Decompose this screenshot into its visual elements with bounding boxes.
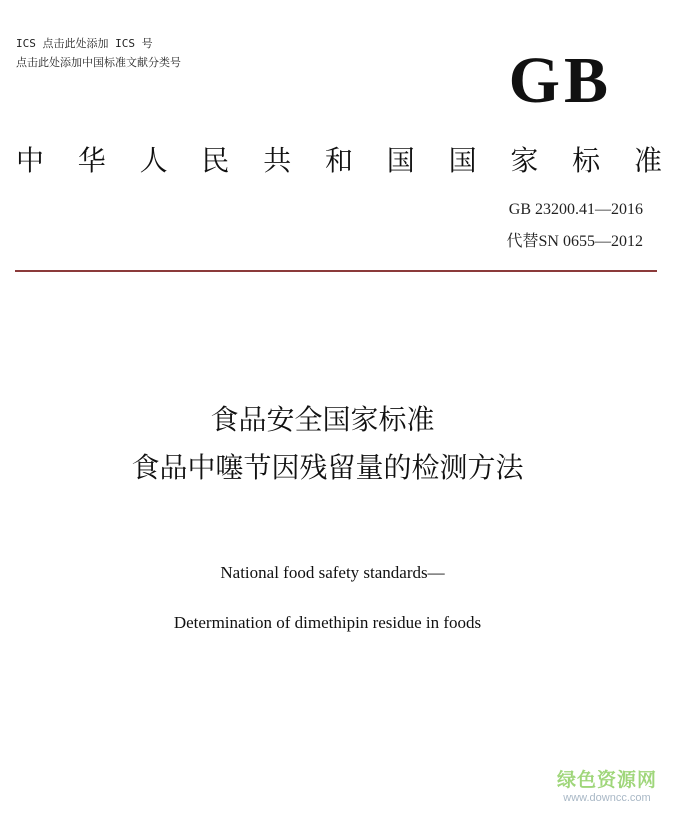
ics-number-placeholder: ICS 点击此处添加 ICS 号	[16, 37, 153, 50]
national-standard-title	[16, 144, 662, 178]
watermark-url: www.downcc.com	[563, 792, 651, 804]
national-title-char: 民	[201, 144, 230, 177]
national-title-char: 标	[572, 144, 601, 177]
standard-number: GB 23200.41—2016	[508, 201, 643, 218]
national-title-char: 华	[77, 144, 106, 177]
replaced-standard-number: 代替SN 0655—2012	[506, 233, 643, 250]
document-title-zh-line1: 食品安全国家标准	[210, 403, 435, 436]
national-title-char: 中	[16, 144, 45, 177]
header-divider	[15, 270, 657, 272]
national-title-char: 家	[510, 144, 539, 177]
classification-number-placeholder: 点击此处添加中国标准文献分类号	[16, 56, 181, 69]
gb-logo: GB	[508, 44, 612, 117]
national-title-char: 人	[139, 144, 168, 177]
national-title-char: 国	[448, 144, 477, 177]
document-title-en-line1: National food safety standards—	[220, 563, 445, 582]
national-title-char: 准	[633, 144, 662, 177]
watermark-site-name: 绿色资源网	[556, 769, 657, 791]
national-title-char: 和	[324, 144, 353, 177]
site-watermark	[549, 768, 665, 805]
national-title-char: 国	[386, 144, 415, 177]
document-title-en-line2: Determination of dimethipin residue in foods	[173, 613, 482, 632]
document-title-zh-line2: 食品中噻节因残留量的检测方法	[131, 451, 524, 484]
national-title-char: 共	[263, 144, 292, 177]
